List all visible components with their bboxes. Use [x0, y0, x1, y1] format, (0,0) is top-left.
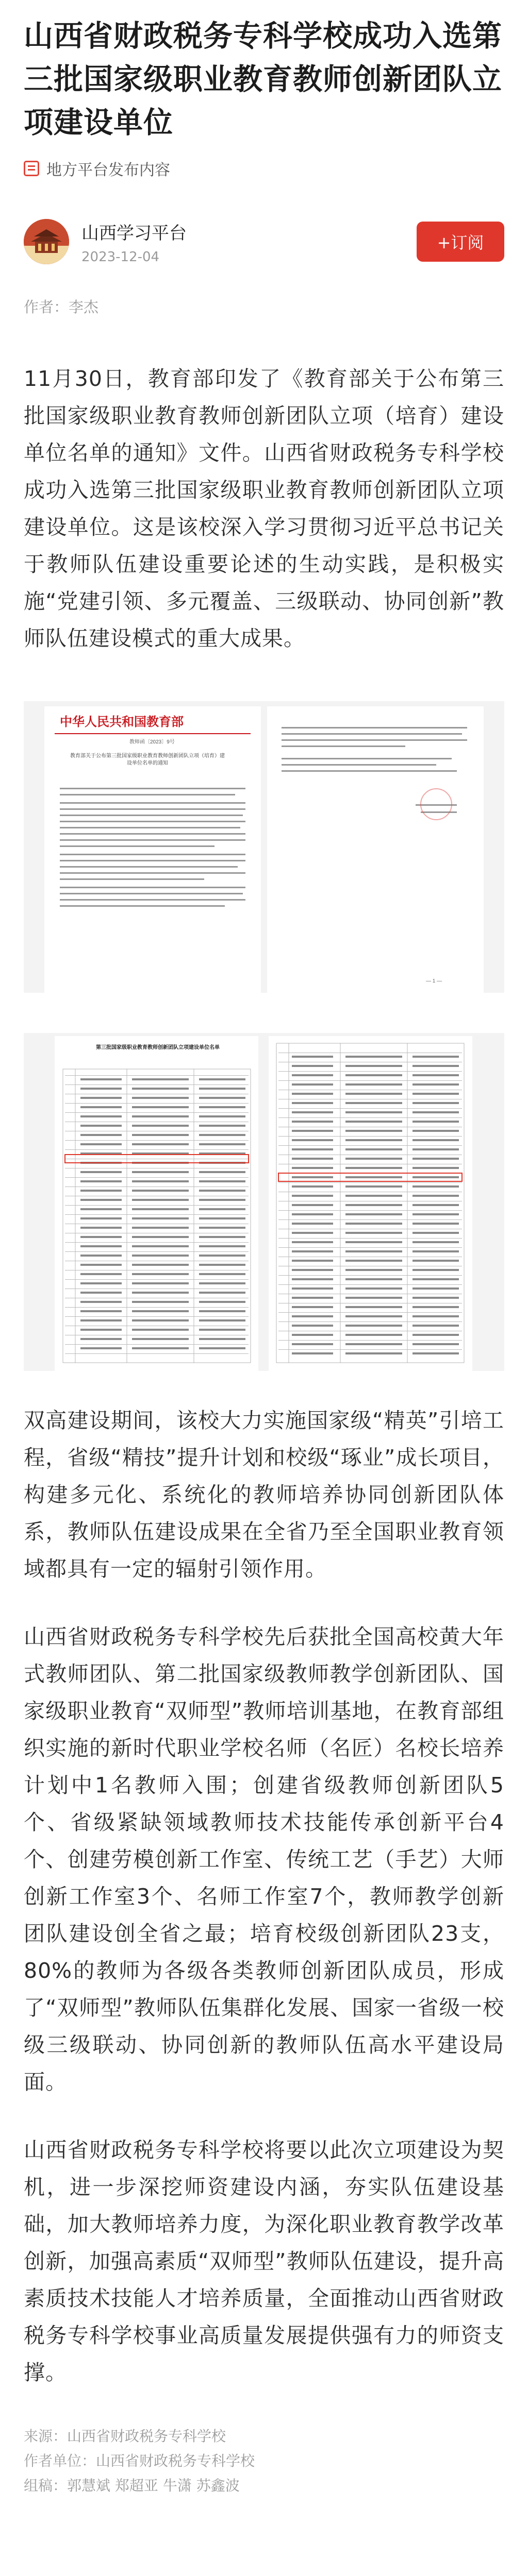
page-number: — 1 —	[426, 978, 442, 984]
attachment-title: 第三批国家级职业教育教师创新团队立项建设单位名单	[96, 1045, 220, 1050]
footer-editor-value: 郭慧斌 郑超亚 牛潇 苏鑫波	[67, 2477, 240, 2494]
author-info	[81, 219, 417, 265]
paragraph-3: 山西省财政税务专科学校先后获批全国高校黄大年式教师团队、第二批国家级教师教学创新团队、国家级职业教育“双师型”教师培训基地，在教育部组织实施的新时代职业学校名师（名匠）名校长培养计划中1名教师入围；创建省级教师创新团队5个、省级紧缺领域教师技术技能传承创新平台4个、创建劳模创新工作室、传统工艺（手艺）大师创新工作室3个、名师工作室7个，教师教学创新团队建设创全省之最；培育校级创新团队23支，80%的教师为各级各类教师创新团队成员，形成了“双师型”教师队伍集群化发展、国家一省级一校级三级联动、协同创新的教师队伍高水平建设局面。	[24, 1624, 504, 2094]
author-name[interactable]: 山西学习平台	[81, 223, 187, 244]
article-writer: 作者：李杰	[24, 298, 99, 316]
paragraph-2: 双高建设期间，该校大力实施国家级“精英”引培工程，省级“精技”提升计划和校级“琢业”成长项目，构建多元化、系统化的教师培养协同创新团队体系，教师队伍建设成果在全省乃至全国职业教育领域都具有一定的辐射引领作用。	[24, 1408, 504, 1581]
subscribe-button[interactable]: +订阅	[417, 222, 504, 262]
source-tag	[24, 156, 504, 181]
avatar[interactable]	[24, 219, 69, 264]
source-tag-label: 地方平台发布内容	[46, 161, 170, 179]
paragraph-4: 山西省财政税务专科学校将要以此次立项建设为契机，进一步深挖师资建设内涵，夯实队伍建设基础，加大教师培养力度，为深化职业教育教学改革创新，加强高素质“双师型”教师队伍建设，提升高素质技术技能人才培养质量，全面推动山西省财政税务专科学校事业高质量发展提供强有力的师资支撑。	[24, 2138, 504, 2385]
attachment-table-scan	[24, 1033, 504, 1371]
notice-document-scan	[24, 701, 504, 993]
attachment-list-image[interactable]	[24, 1033, 504, 1371]
article-container	[0, 14, 528, 2498]
paragraph-1: 11月30日，教育部印发了《教育部关于公布第三批国家级职业教育教师创新团队立项（培育）建设单位名单的通知》文件。山西省财政税务专科学校成功入选第三批国家级职业教育教师创新团队立项建设单位。这是该校深入学习贯彻习近平总书记关于教师队伍建设重要论述的生动实践，是积极实施“党建引领、多元覆盖、三级联动、协同创新”教师队伍建设模式的重大成果。	[24, 366, 504, 651]
footer-source-label: 来源：	[24, 2428, 68, 2445]
author-row	[24, 213, 504, 270]
footer-editor-label: 组稿：	[24, 2477, 68, 2494]
doc-title: 教育部关于公布第三批国家级职业教育教师创新团队立项（培育）建设单位名单的通知	[70, 753, 225, 766]
footer-author-value: 山西省财政税务专科学校	[96, 2452, 255, 2469]
footer-source-value: 山西省财政税务专科学校	[67, 2428, 226, 2445]
footer-author-label: 作者单位：	[24, 2452, 96, 2469]
ministry-header: 中华人民共和国教育部	[60, 716, 184, 729]
footer-editors	[24, 2473, 504, 2498]
document-icon	[24, 161, 39, 176]
temple-logo-icon	[24, 219, 69, 264]
footer-author-unit	[24, 2449, 504, 2473]
article-footer	[24, 2424, 504, 2498]
footer-source	[24, 2424, 504, 2449]
doc-number: 教师函〔2023〕9号	[129, 739, 175, 745]
article-title: 山西省财政税务专科学校成功入选第三批国家级职业教育教师创新团队立项建设单位	[24, 19, 502, 140]
publish-date: 2023-12-04	[81, 249, 160, 265]
notice-document-image[interactable]	[24, 701, 504, 993]
